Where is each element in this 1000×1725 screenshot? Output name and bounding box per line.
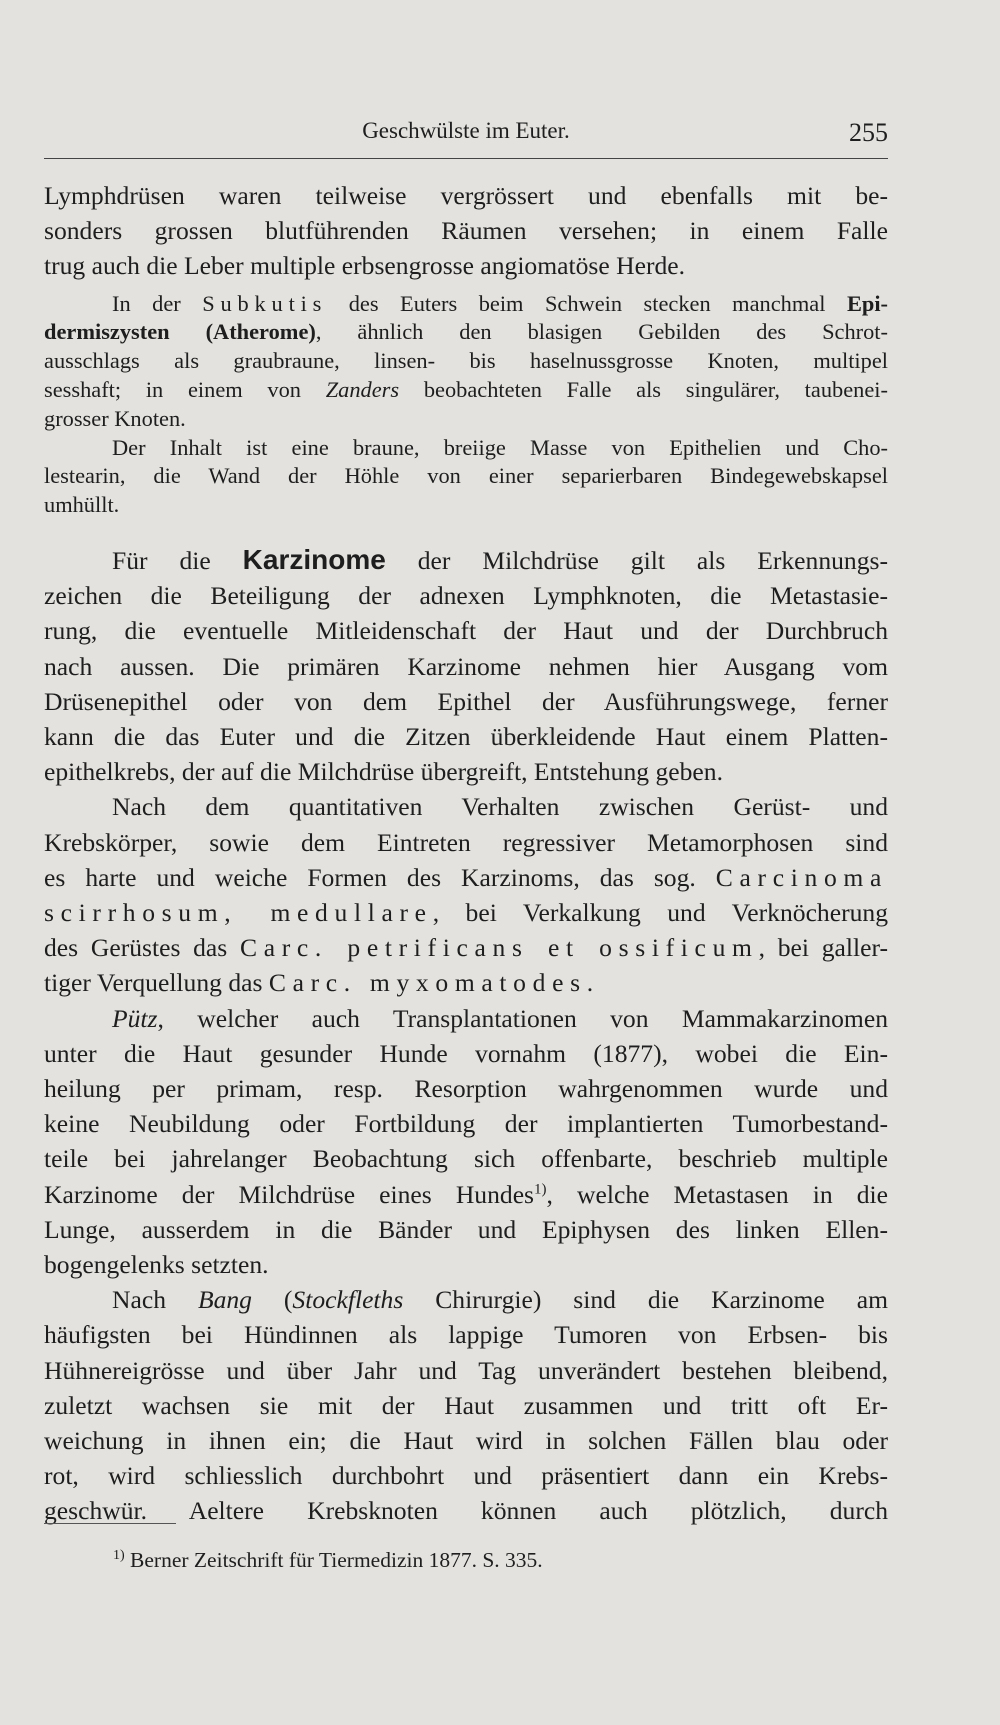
text-line: Nach Bang (Stockfleths Chirurgie) sind die Karzinome am xyxy=(112,1285,888,1315)
footnote-marker: 1) xyxy=(534,1181,547,1198)
text-line: häufigsten bei Hündinnen als lappige Tumoren von Erbsen- bis xyxy=(44,1320,888,1350)
bold-term: Karzinome xyxy=(242,543,386,575)
text-line: tiger Verquellung das Carc. myxomatodes. xyxy=(44,968,594,998)
text-line: rung, die eventuelle Mitleidenschaft der Haut und der Durchbruch xyxy=(44,616,888,646)
author-name: Bang xyxy=(197,1285,252,1315)
text-line: Drüsenepithel oder von dem Epithel der Ausführungswege, ferner xyxy=(44,686,888,716)
text-line: Karzinome der Milchdrüse eines Hundes$^{1)}$, welche Metastasen in die xyxy=(44,1179,888,1209)
text-line: unter die Haut gesunder Hunde vornahm (1877), wobei die Ein- xyxy=(44,1038,888,1068)
bold-term: dermiszysten (Atherome) xyxy=(44,319,316,345)
running-title: Geschwülste im Euter. xyxy=(362,118,570,143)
text-line: geschwür. Aeltere Krebsknoten können auch plötzlich, durch xyxy=(44,1496,888,1526)
body-text xyxy=(44,178,888,1529)
text-line: dermiszysten (Atherome), ähnlich den blasigen Gebilden des Schrot- xyxy=(44,319,888,345)
footnote-rule xyxy=(44,1523,176,1524)
text-line: es harte und weiche Formen des Karzinoms, das sog. Carcinoma xyxy=(44,862,888,892)
author-name: Zanders xyxy=(325,377,400,402)
text-line: Lymphdrüsen waren teilweise vergrössert und ebenfalls mit be- xyxy=(44,181,888,210)
spaced-term: scirrhosum, medullare xyxy=(44,898,433,928)
text-line: teile bei jahrelanger Beobachtung sich offenbarte, beschrieb multiple xyxy=(44,1144,888,1174)
text-line: lestearin, die Wand der Höhle von einer separierbaren Bindegewebskapsel xyxy=(44,463,888,489)
text-line: Lunge, ausserdem in die Bänder und Epiphysen des linken Ellen- xyxy=(44,1214,888,1244)
text-line: heilung per primam, resp. Resorption wahrgenommen wurde und xyxy=(44,1074,888,1104)
spaced-term: Subkutis xyxy=(202,290,328,316)
text-line: Krebskörper, sowie dem Eintreten regressiver Metamorphosen sind xyxy=(44,827,888,857)
page-number: 255 xyxy=(849,118,888,147)
text-line: zuletzt wachsen sie mit der Haut zusammen und tritt oft Er- xyxy=(44,1390,888,1420)
spaced-term: Carc. myxomatodes xyxy=(268,968,587,998)
text-line: Der Inhalt ist eine braune, breiige Masse von Epithelien und Cho- xyxy=(112,434,888,460)
text-line: sonders grossen blutführenden Räumen versehen; in einem Falle xyxy=(44,216,888,246)
text-line: Nach dem quantitativen Verhalten zwischen Gerüst- und xyxy=(112,792,888,822)
text-line: nach aussen. Die primären Karzinome nehmen hier Ausgang vom xyxy=(44,651,888,681)
text-line: epithelkrebs, der auf die Milchdrüse übergreift, Entstehung geben. xyxy=(44,757,723,787)
text-line: zeichen die Beteiligung der adnexen Lymphknoten, die Metastasie- xyxy=(44,581,888,611)
footnote-marker: 1) xyxy=(113,1548,125,1563)
bold-term: Epi- xyxy=(846,290,889,316)
text-line: rot, wird schliesslich durchbohrt und präsentiert dann ein Krebs- xyxy=(44,1461,888,1491)
text-line: Hühnereigrösse und über Jahr und Tag unverändert bestehen bleibend, xyxy=(44,1355,888,1385)
footnote: $^{1)}$ Berner Zeitschrift für Tiermedizin 1877. S. 335. xyxy=(113,1548,543,1573)
text-line: kann die das Euter und die Zitzen überkleidende Haut einem Platten- xyxy=(44,722,888,751)
text-line: trug auch die Leber multiple erbsengrosse angiomatöse Herde. xyxy=(44,251,686,281)
spaced-term: Carcinoma xyxy=(715,862,888,892)
spaced-term: Carc. petrificans et ossificum xyxy=(239,933,759,963)
text-line: Für die Karzinome der Milchdrüse gilt als Erkennungs- xyxy=(112,543,888,575)
text-line: sesshaft; in einem von Zanders beobachteten Falle als singulärer, taubenei- xyxy=(44,377,888,402)
text-line: Pütz, welcher auch Transplantationen von Mammakarzinomen xyxy=(112,1003,888,1033)
author-name: Stockfleths xyxy=(292,1285,404,1315)
header-rule xyxy=(44,158,888,159)
text-line: scirrhosum, medullare, bei Verkalkung und Verknöcherung xyxy=(44,898,888,928)
text-line: In der Subkutis des Euters beim Schwein stecken manchmal Epi- xyxy=(112,290,889,316)
text-line: keine Neubildung oder Fortbildung der implantierten Tumorbestand- xyxy=(44,1109,888,1139)
text-line: bogengelenks setzten. xyxy=(44,1250,269,1280)
text-line: des Gerüstes das Carc. petrificans et ossificum, bei galler- xyxy=(44,933,888,963)
page-header xyxy=(44,118,888,152)
small-print-section xyxy=(44,290,888,520)
text-line: weichung in ihnen ein; die Haut wird in solchen Fällen blau oder xyxy=(44,1426,888,1456)
text-line: ausschlags als graubraune, linsen- bis haselnussgrosse Knoten, multipel xyxy=(44,348,888,374)
author-name: Pütz xyxy=(112,1003,158,1033)
text-line: umhüllt. xyxy=(44,492,120,518)
text-line: grosser Knoten. xyxy=(44,405,186,431)
